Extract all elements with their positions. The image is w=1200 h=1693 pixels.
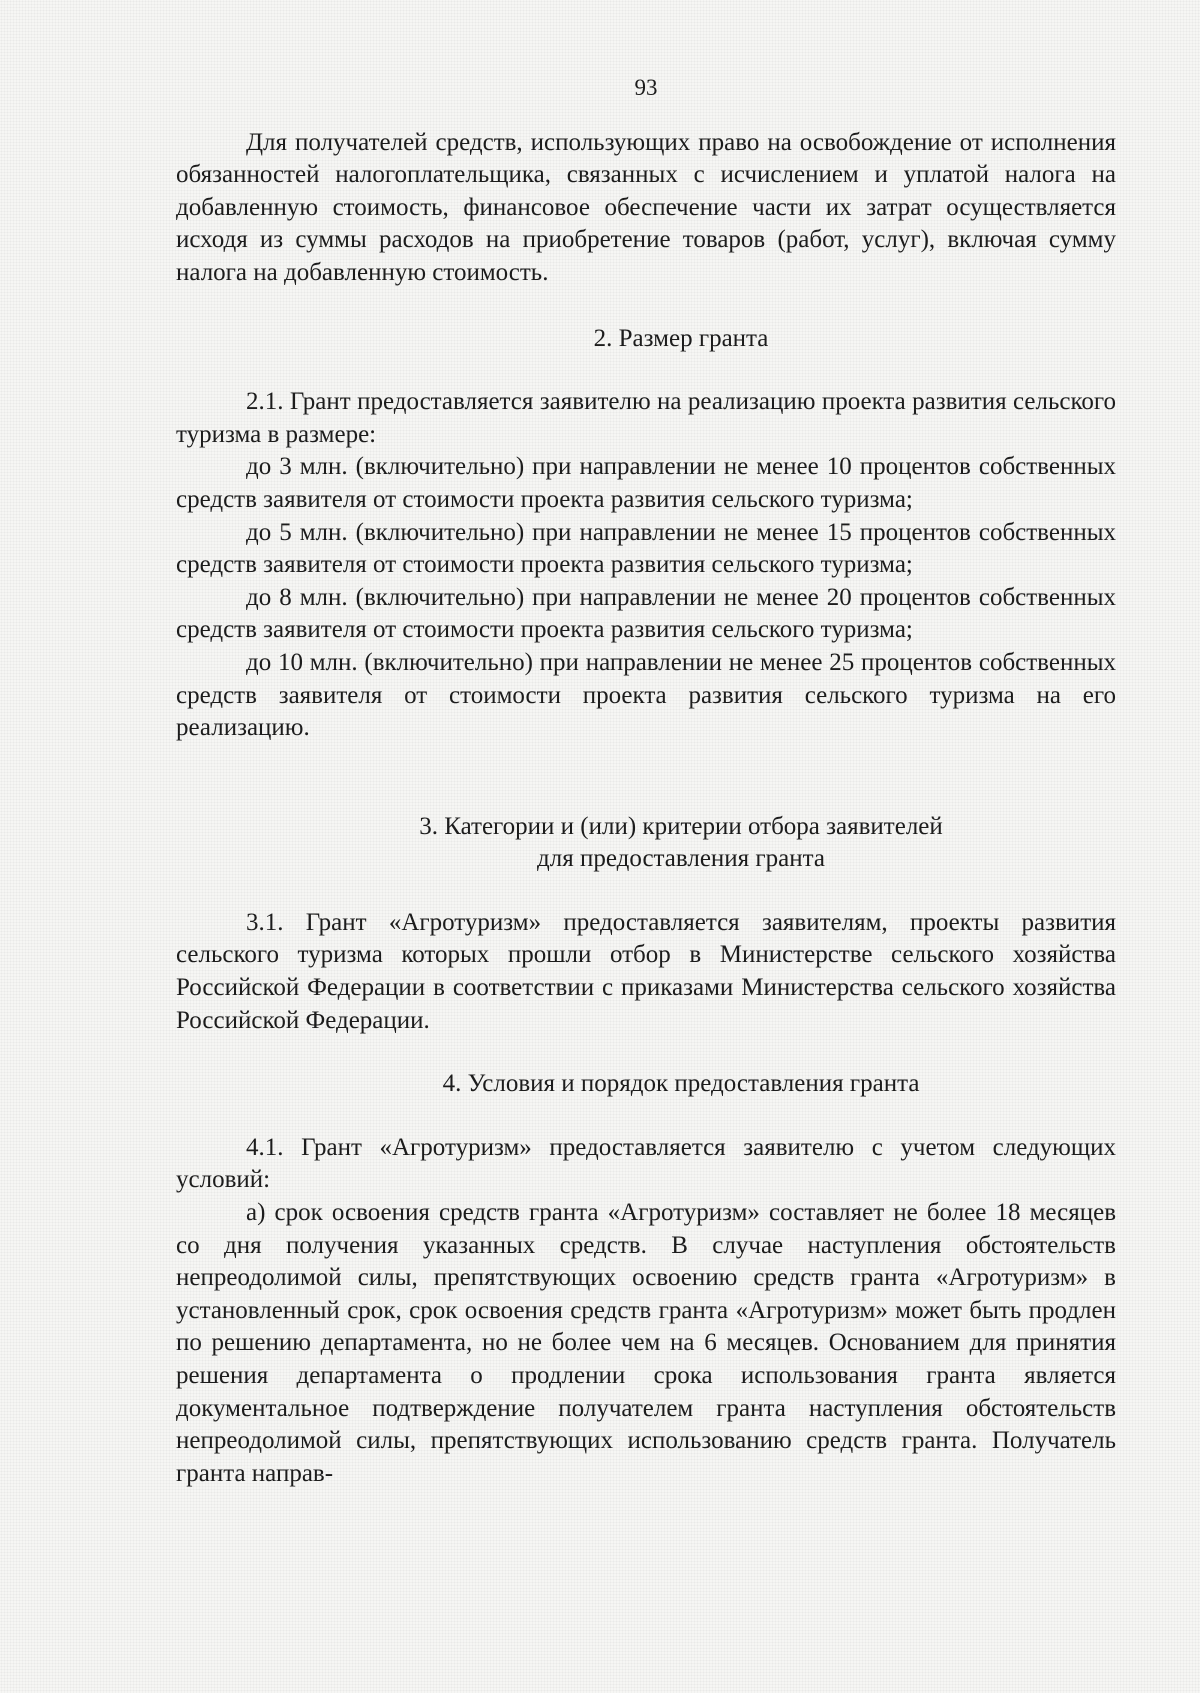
page-number: 93 (634, 75, 658, 100)
section-4-heading: 4. Условия и порядок предоставления гранта (442, 1070, 920, 1098)
section-3-heading-line-2: для предоставления гранта (537, 845, 825, 873)
section-4-paragraph: а) срок освоения средств гранта «Агротуризм» составляет не более 18 месяцев со дня получения указанных средств. В случае наступления обстоятельств непреодолимой силы, препятствующих освоению средств гранта «Агротуризм» в установленный срок, срок освоения средств гранта «Агротуризм» может быть продлен по решению департамента, но не более чем на 6 месяцев. Основанием для принятия решения департамента о продлении срока использования гранта является документальное подтверждение получателем гранта наступления обстоятельств непреодолимой силы, препятствующих использованию средств гранта. Получатель гранта направ- (176, 1199, 1116, 1487)
section-3-heading-line-1: 3. Категории и (или) критерии отбора заявителей (419, 812, 943, 840)
section-4-paragraph: 4.1. Грант «Агротуризм» предоставляется заявителю с учетом следующих условий: (176, 1133, 1116, 1194)
section-2-heading: 2. Размер гранта (593, 324, 769, 352)
section-2-paragraph: до 3 млн. (включительно) при направлении не менее 10 процентов собственных средств заявителя от стоимости проекта развития сельского туризма; (176, 453, 1116, 513)
section-2-paragraph: до 10 млн. (включительно) при направлении не менее 25 процентов собственных средств заявителя от стоимости проекта развития сельского туризма на его реализацию. (176, 648, 1116, 742)
section-2-paragraph: 2.1. Грант предоставляется заявителю на реализацию проекта развития сельского туризма в размере: (176, 388, 1116, 448)
document-content (176, 72, 1116, 1490)
section-2-paragraph: до 5 млн. (включительно) при направлении не менее 15 процентов собственных средств заявителя от стоимости проекта развития сельского туризма; (176, 518, 1116, 579)
intro-paragraph: Для получателей средств, использующих право на освобождение от исполнения обязанностей налогоплательщика, связанных с исчислением и уплатой налога на добавленную стоимость, финансовое обеспечение части их затрат осуществляется исходя из суммы расходов на приобретение товаров (работ, услуг), включая сумму налога на добавленную стоимость. (176, 128, 1116, 286)
section-2-paragraph: до 8 млн. (включительно) при направлении не менее 20 процентов собственных средств заявителя от стоимости проекта развития сельского туризма; (176, 583, 1116, 644)
section-3-paragraph: 3.1. Грант «Агротуризм» предоставляется заявителям, проекты развития сельского туризма которых прошли отбор в Министерстве сельского хозяйства Российской Федерации в соответствии с приказами Министерства сельского хозяйства Российской Федерации. (176, 908, 1116, 1034)
